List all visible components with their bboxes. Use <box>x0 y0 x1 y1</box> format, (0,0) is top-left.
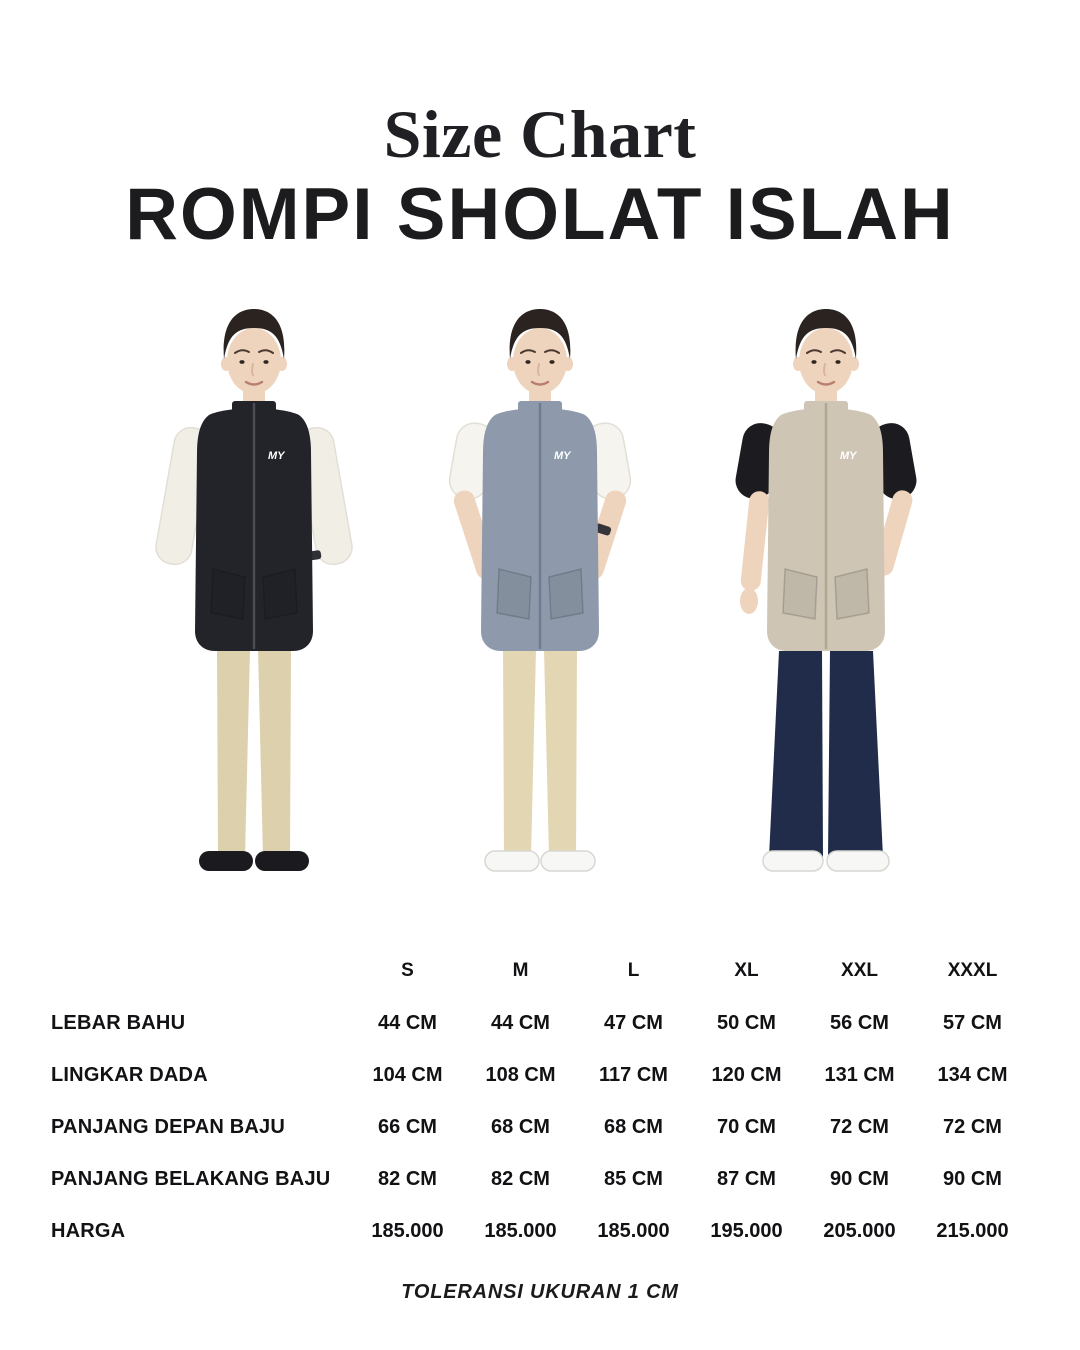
vest-pocket <box>783 569 817 619</box>
page-title: Size Chart <box>383 96 697 172</box>
size-value: 85 CM <box>604 1167 663 1190</box>
model-photos <box>0 301 1080 901</box>
size-column-header: M <box>512 960 529 981</box>
size-value: 120 CM <box>711 1063 782 1086</box>
size-value: 90 CM <box>830 1167 889 1190</box>
size-value: 90 CM <box>943 1167 1002 1190</box>
size-value: 72 CM <box>943 1115 1002 1138</box>
table-row <box>51 997 1029 1049</box>
size-row-label: LINGKAR DADA <box>51 1063 208 1086</box>
head <box>507 309 573 394</box>
size-column-header: XXL <box>841 960 878 981</box>
price-value: 205.000 <box>823 1219 896 1242</box>
size-value: 82 CM <box>491 1167 550 1190</box>
size-value: 47 CM <box>604 1011 663 1034</box>
legs <box>503 649 577 857</box>
size-value: 68 CM <box>491 1115 550 1138</box>
product-name: ROMPI SHOLAT ISLAH <box>125 174 955 255</box>
size-value: 44 CM <box>491 1011 550 1034</box>
brand-logo: MY <box>840 450 857 462</box>
legs <box>217 649 291 857</box>
price-value: 185.000 <box>371 1219 444 1242</box>
shoes <box>199 851 309 871</box>
table-row <box>51 1205 1029 1257</box>
size-column-header: S <box>401 960 414 981</box>
size-table <box>51 945 1029 1257</box>
vest-pocket <box>263 569 297 619</box>
model-photo-beige-vest <box>711 301 941 901</box>
header <box>0 0 1080 255</box>
size-value: 87 CM <box>717 1167 776 1190</box>
size-value: 72 CM <box>830 1115 889 1138</box>
table-row <box>51 1049 1029 1101</box>
size-value: 131 CM <box>824 1063 895 1086</box>
size-value: 57 CM <box>943 1011 1002 1034</box>
size-column-header: XL <box>734 960 759 981</box>
size-row-label: PANJANG BELAKANG BAJU <box>51 1167 331 1190</box>
price-value: 185.000 <box>597 1219 670 1242</box>
table-row <box>51 1101 1029 1153</box>
size-column-header: XXXL <box>947 960 998 981</box>
shoes <box>763 851 889 871</box>
shoes <box>485 851 595 871</box>
legs <box>769 651 883 857</box>
brand-logo: MY <box>554 450 571 462</box>
size-value: 50 CM <box>717 1011 776 1034</box>
size-value: 66 CM <box>378 1115 437 1138</box>
head <box>793 309 859 394</box>
vest-pocket <box>497 569 531 619</box>
model-photo-grey-vest <box>425 301 655 901</box>
brand-logo: MY <box>268 450 285 462</box>
size-row-label: PANJANG DEPAN BAJU <box>51 1115 286 1138</box>
vest-pocket <box>211 569 245 619</box>
size-row-label: LEBAR BAHU <box>51 1011 186 1034</box>
table-row <box>51 1153 1029 1205</box>
price-value: 185.000 <box>484 1219 557 1242</box>
size-value: 68 CM <box>604 1115 663 1138</box>
size-value: 82 CM <box>378 1167 437 1190</box>
vest-pocket <box>549 569 583 619</box>
size-row-label: HARGA <box>51 1219 126 1242</box>
vest-pocket <box>835 569 869 619</box>
size-table-header-row <box>51 945 1029 997</box>
size-value: 134 CM <box>937 1063 1008 1086</box>
size-value: 117 CM <box>599 1063 668 1086</box>
size-value: 44 CM <box>378 1011 437 1034</box>
head <box>221 309 287 394</box>
size-value: 56 CM <box>830 1011 889 1034</box>
size-value: 104 CM <box>372 1063 443 1086</box>
price-value: 215.000 <box>936 1219 1009 1242</box>
tolerance-note: TOLERANSI UKURAN 1 CM <box>401 1281 679 1303</box>
size-value: 70 CM <box>717 1115 776 1138</box>
price-value: 195.000 <box>710 1219 783 1242</box>
size-value: 108 CM <box>485 1063 556 1086</box>
size-column-header: L <box>627 960 640 981</box>
model-photo-black-vest <box>139 301 369 901</box>
